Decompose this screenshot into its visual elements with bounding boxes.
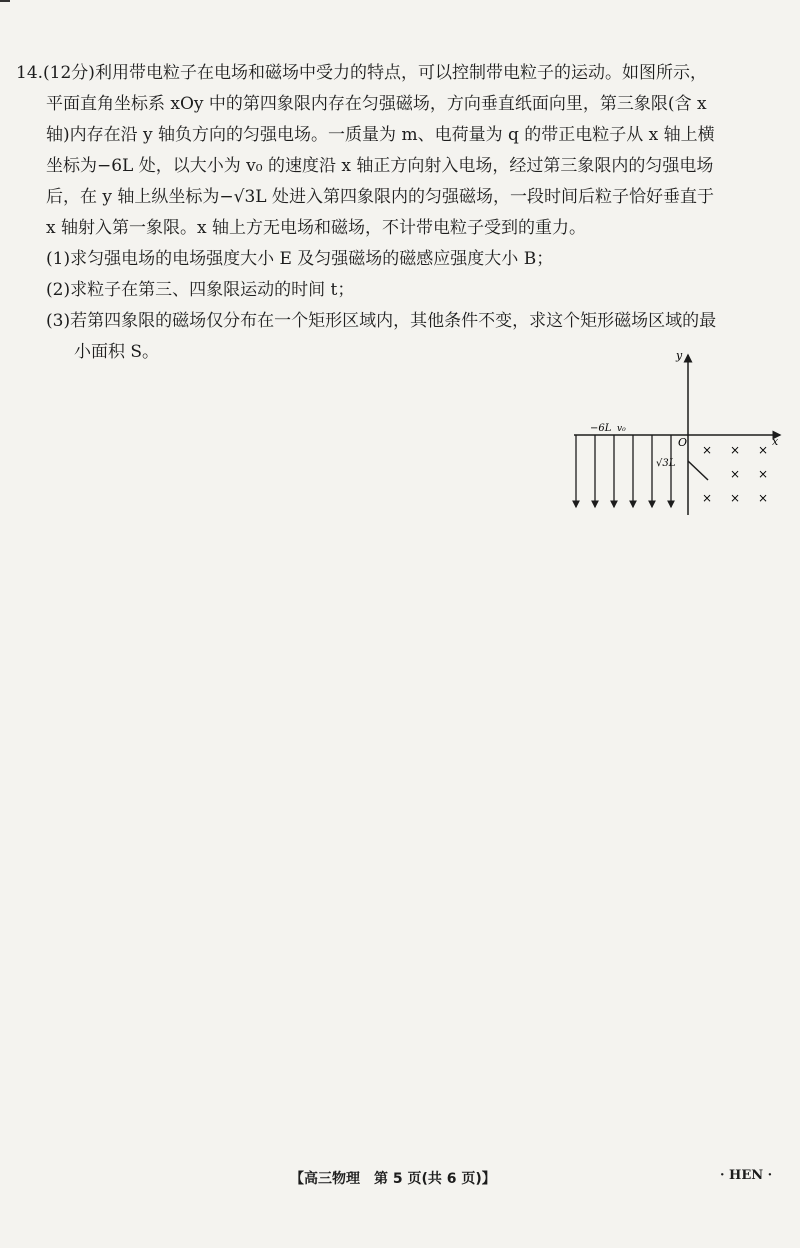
question-text-line: 后，在 y 轴上纵坐标为−√3L 处进入第四象限内的匀强磁场，一段时间后粒子恰好垂直于 (46, 187, 714, 207)
field-into-page-mark: × (758, 467, 769, 481)
question-text-line: 平面直角坐标系 xOy 中的第四象限内存在匀强磁场，方向垂直纸面向里，第三象限(含 x (46, 94, 707, 114)
field-into-page-mark: × (702, 491, 713, 505)
question-text-line: x 轴射入第一象限。x 轴上方无电场和磁场，不计带电粒子受到的重力。 (46, 218, 586, 238)
field-diagram (560, 345, 790, 525)
question-text-line: (12分)利用带电粒子在电场和磁场中受力的特点，可以控制带电粒子的运动。如图所示， (43, 63, 707, 83)
sub-question-3-continued: 小面积 S。 (74, 342, 160, 362)
field-into-page-mark: × (730, 491, 741, 505)
velocity-label: v₀ (617, 424, 626, 434)
entry-point-label: √3L (656, 458, 676, 469)
question-text-line: 轴)内存在沿 y 轴负方向的匀强电场。一质量为 m、电荷量为 q 的带正电粒子从 x 轴上横 (46, 125, 715, 145)
field-into-page-mark: × (758, 491, 769, 505)
question-number: 14. (16, 63, 44, 83)
start-point-label: −6L (590, 423, 612, 434)
field-into-page-mark: × (758, 443, 769, 457)
magnetic-field-marks (702, 443, 768, 505)
y-axis-label: y (676, 349, 683, 362)
corner-mark (0, 0, 10, 2)
question-14 (16, 58, 786, 368)
question-text-line: 坐标为−6L 处，以大小为 v₀ 的速度沿 x 轴正方向射入电场，经过第三象限内的匀强电场 (46, 156, 714, 176)
origin-label: O (678, 436, 688, 449)
sub-question-2: (2)求粒子在第三、四象限运动的时间 t； (46, 280, 355, 300)
field-into-page-mark: × (730, 443, 741, 457)
field-into-page-mark: × (702, 443, 713, 457)
question-line-1 (16, 58, 786, 89)
x-axis-label: x (772, 435, 779, 448)
particle-path-segment (688, 461, 708, 480)
page-footer: 【高三物理 第 5 页(共 6 页)】 (290, 1171, 496, 1187)
field-into-page-mark: × (730, 467, 741, 481)
footer-code: · HEN · (720, 1168, 773, 1183)
sub-question-3: (3)若第四象限的磁场仅分布在一个矩形区域内，其他条件不变，求这个矩形磁场区域的最 (46, 311, 717, 331)
electric-field-lines (576, 435, 671, 507)
sub-question-1: (1)求匀强电场的电场强度大小 E 及匀强磁场的磁感应强度大小 B； (46, 249, 554, 269)
